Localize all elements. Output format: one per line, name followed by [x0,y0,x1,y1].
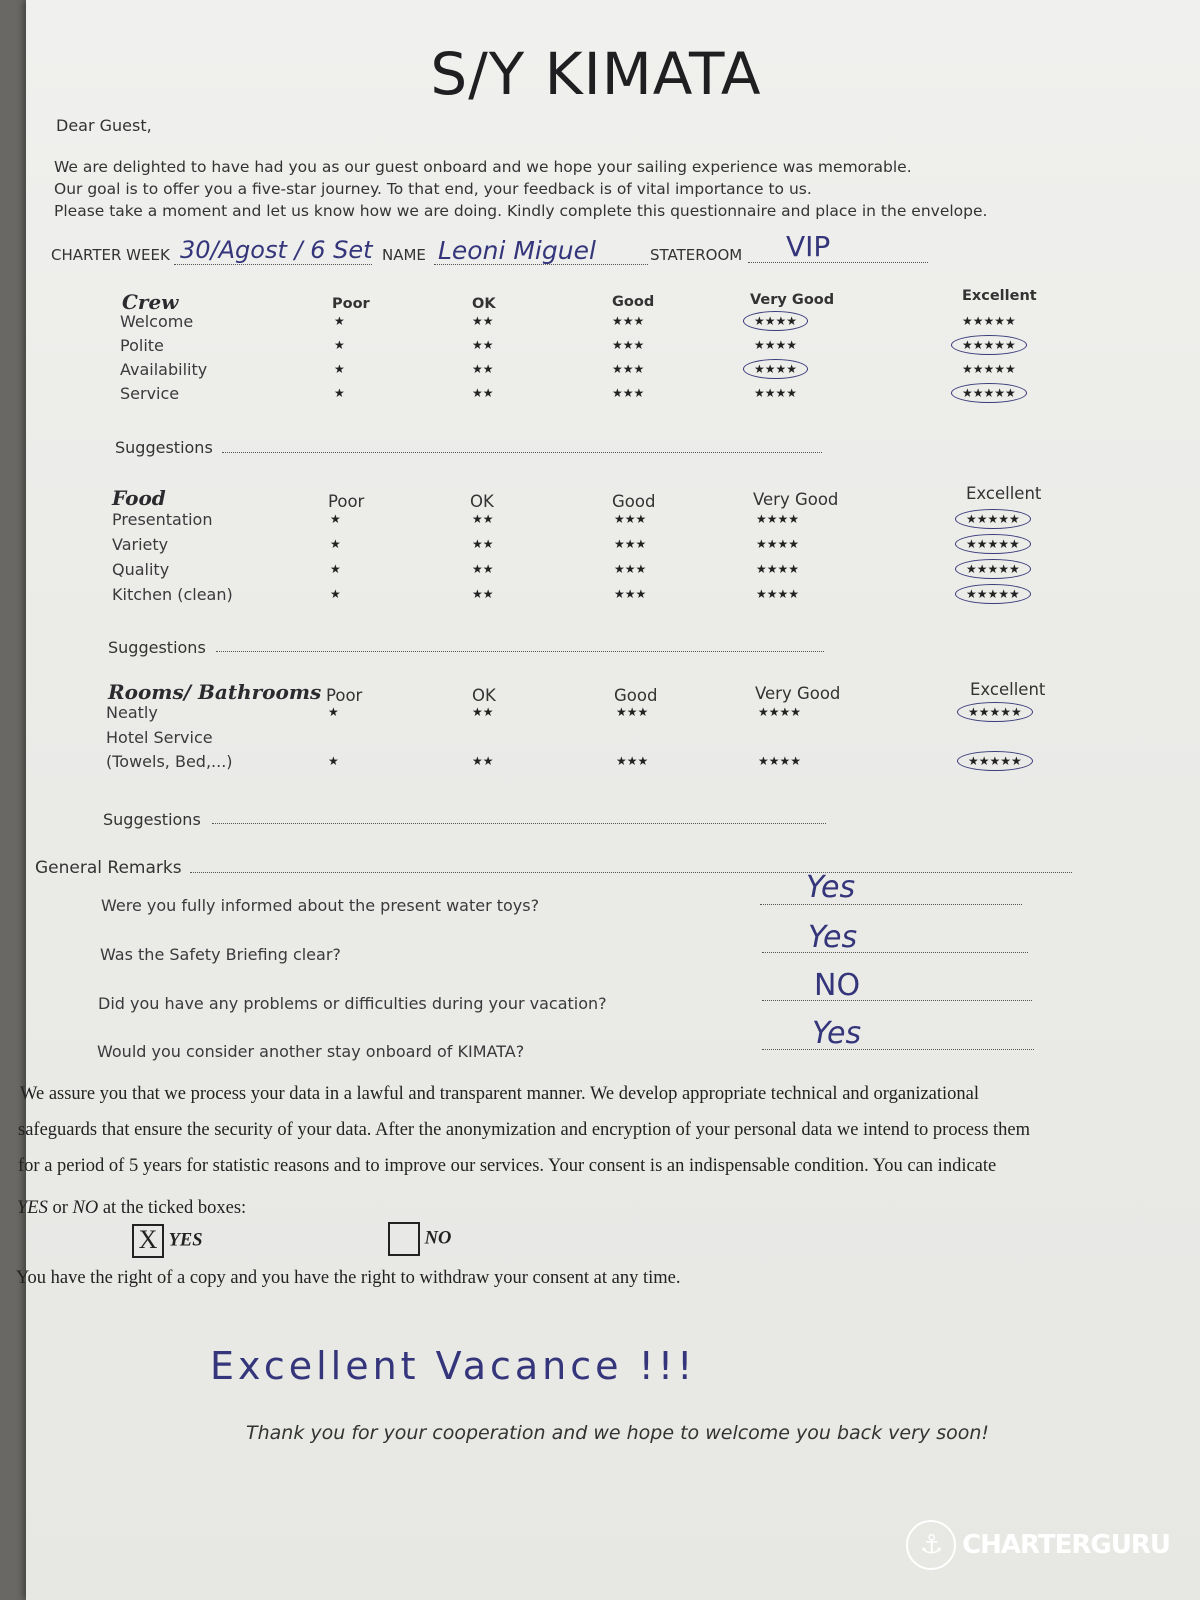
crew-row-label: Service [120,384,180,403]
rooms-row-label: Neatly [106,703,158,722]
rooms-rating-3-stars[interactable]: ★★★ [616,705,649,719]
privacy-line-4 [17,1198,246,1219]
answer-2[interactable]: Yes [808,920,858,955]
crew-header-ok: OK [472,296,496,312]
rooms-rating-4-stars[interactable]: ★★★★ [758,705,802,719]
rooms-rating-2-stars[interactable]: ★★ [472,705,494,719]
question-2: Was the Safety Briefing clear? [100,945,341,964]
crew-rating-2-stars[interactable]: ★★ [472,362,494,376]
food-rating-2-stars[interactable]: ★★ [472,587,494,601]
food-rating-5-stars[interactable]: ★★★★★ [955,534,1031,554]
crew-rating-3-stars[interactable]: ★★★ [612,362,645,376]
crew-row-label: Welcome [120,312,194,331]
intro-line-2: Our goal is to offer you a five-star journey. To that end, your feedback is of vital importance to us. [54,180,812,198]
consent-no-checkbox[interactable] [388,1222,420,1256]
crew-row-label: Polite [120,336,164,355]
crew-rating-2-stars[interactable]: ★★ [472,314,494,328]
anchor-icon: ⚓ [906,1520,956,1570]
rooms-section-title: Rooms/ Bathrooms [108,680,322,704]
food-rating-4-stars[interactable]: ★★★★ [756,562,800,576]
answer-1-line [760,904,1022,905]
rooms-rating-5-stars[interactable]: ★★★★★ [957,702,1033,722]
answer-2-line [762,952,1028,953]
question-1: Were you fully informed about the present water toys? [101,896,540,915]
handwritten-remark[interactable]: Excellent Vacance !!! [210,1344,697,1388]
privacy-yes-word: YES [17,1198,48,1218]
consent-rights-text: You have the right of a copy and you have the right to withdraw your consent at any time. [16,1268,681,1288]
food-rating-4-stars[interactable]: ★★★★ [756,587,800,601]
food-rating-4-stars[interactable]: ★★★★ [756,512,800,526]
stateroom-label: STATEROOM [650,246,743,264]
food-header-ok: OK [470,492,494,511]
consent-yes-label: YES [168,1230,203,1251]
crew-header-good: Good [612,294,655,310]
rooms-header-very-good: Very Good [755,684,841,703]
rooms-rating-1-stars[interactable]: ★ [328,754,339,768]
rooms-suggestions-label: Suggestions [103,810,201,829]
food-rating-1-stars[interactable]: ★ [330,587,341,601]
crew-rating-1-stars[interactable]: ★ [334,386,345,400]
crew-header-very-good: Very Good [750,292,835,308]
food-suggestions-line[interactable] [216,651,824,652]
food-header-excellent: Excellent [966,484,1042,503]
crew-rating-3-stars[interactable]: ★★★ [612,314,645,328]
rooms-row-label: Hotel Service [106,728,213,747]
privacy-tail: at the ticked boxes: [98,1198,247,1218]
food-rating-5-stars[interactable]: ★★★★★ [955,559,1031,579]
answer-1[interactable]: Yes [806,870,856,905]
food-rating-2-stars[interactable]: ★★ [472,537,494,551]
rooms-row-label-detail: (Towels, Bed,...) [106,752,233,771]
name-value[interactable]: Leoni Miguel [438,236,596,265]
intro-line-1: We are delighted to have had you as our guest onboard and we hope your sailing experience was memorable. [54,158,912,176]
rooms-rating-3-stars[interactable]: ★★★ [616,754,649,768]
rooms-header-good: Good [614,686,658,705]
food-rating-4-stars[interactable]: ★★★★ [756,537,800,551]
crew-rating-4-stars[interactable]: ★★★★ [754,386,798,400]
crew-rating-3-stars[interactable]: ★★★ [612,386,645,400]
yacht-title: S/Y KIMATA [430,40,762,108]
charter-week-label: CHARTER WEEK [51,246,170,264]
general-remarks-label: General Remarks [35,858,182,878]
crew-rating-1-stars[interactable]: ★ [334,314,345,328]
answer-3[interactable]: NO [814,968,861,1003]
crew-header-excellent: Excellent [962,288,1037,304]
crew-rating-5-stars[interactable]: ★★★★★ [962,314,1016,328]
crew-rating-4-stars[interactable]: ★★★★ [743,359,808,379]
question-4: Would you consider another stay onboard of KIMATA? [97,1042,525,1061]
food-rating-3-stars[interactable]: ★★★ [614,587,647,601]
stateroom-line [748,262,928,263]
food-rating-1-stars[interactable]: ★ [330,512,341,526]
rooms-header-excellent: Excellent [970,680,1046,699]
crew-rating-5-stars[interactable]: ★★★★★ [951,335,1027,355]
privacy-or-word: or [47,1198,73,1218]
crew-suggestions-line[interactable] [222,452,822,453]
food-suggestions-label: Suggestions [108,638,206,657]
consent-yes-checkbox[interactable]: X [132,1224,164,1258]
crew-rating-1-stars[interactable]: ★ [334,362,345,376]
food-rating-3-stars[interactable]: ★★★ [614,537,647,551]
rooms-suggestions-line[interactable] [212,823,826,824]
privacy-no-word: NO [72,1198,99,1218]
food-rating-2-stars[interactable]: ★★ [472,562,494,576]
food-rating-5-stars[interactable]: ★★★★★ [955,584,1031,604]
crew-rating-4-stars[interactable]: ★★★★ [743,311,808,331]
crew-rating-2-stars[interactable]: ★★ [472,386,494,400]
food-rating-3-stars[interactable]: ★★★ [614,512,647,526]
crew-rating-1-stars[interactable]: ★ [334,338,345,352]
food-row-label: Kitchen (clean) [112,585,233,604]
name-label: NAME [382,246,426,264]
crew-rating-2-stars[interactable]: ★★ [472,338,494,352]
food-rating-1-stars[interactable]: ★ [330,537,341,551]
food-rating-1-stars[interactable]: ★ [330,562,341,576]
charterguru-watermark [906,1520,1170,1570]
watermark-text: CHARTERGURU [962,1530,1170,1560]
crew-suggestions-label: Suggestions [115,438,213,457]
crew-rating-5-stars[interactable]: ★★★★★ [962,362,1016,376]
general-remarks-line[interactable] [190,872,1072,873]
food-row-label: Quality [112,560,170,579]
food-rating-5-stars[interactable]: ★★★★★ [955,509,1031,529]
consent-no-option[interactable] [388,1222,451,1256]
consent-yes-option[interactable] [132,1224,203,1258]
rooms-rating-2-stars[interactable]: ★★ [472,754,494,768]
food-rating-2-stars[interactable]: ★★ [472,512,494,526]
crew-rating-4-stars[interactable]: ★★★★ [754,338,798,352]
crew-row-label: Availability [120,360,208,379]
privacy-line-1: We assure you that we process your data in a lawful and transparent manner. We develop appropriate technical and organizational [20,1084,980,1104]
consent-no-label: NO [424,1228,452,1249]
food-row-label: Presentation [112,510,213,529]
rooms-rating-1-stars[interactable]: ★ [328,705,339,719]
answer-4[interactable]: Yes [812,1016,862,1051]
rooms-header-poor: Poor [326,686,363,705]
crew-header-poor: Poor [332,296,370,312]
rooms-rating-4-stars[interactable]: ★★★★ [758,754,802,768]
food-header-good: Good [612,492,656,511]
privacy-line-2: safeguards that ensure the security of your data. After the anonymization and encryption of your personal data we intend to process them [18,1120,1031,1140]
answer-4-line [762,1049,1034,1050]
intro-line-3: Please take a moment and let us know how we are doing. Kindly complete this questionnaire and place in the envelope. [54,202,988,220]
food-row-label: Variety [112,535,169,554]
greeting: Dear Guest, [56,116,152,135]
crew-rating-5-stars[interactable]: ★★★★★ [951,383,1027,403]
privacy-line-3: for a period of 5 years for statistic reasons and to improve our services. Your consent is an indispensable condition. You can indicate [18,1156,997,1176]
charter-week-line [174,264,372,265]
charter-week-value[interactable]: 30/Agost / 6 Set [180,236,373,264]
rooms-header-ok: OK [472,686,496,705]
food-header-poor: Poor [328,492,365,511]
food-header-very-good: Very Good [753,490,839,509]
food-section-title: Food [112,486,166,510]
crew-section-title: Crew [122,290,179,314]
crew-rating-3-stars[interactable]: ★★★ [612,338,645,352]
answer-3-line [762,1000,1032,1001]
rooms-rating-5-stars[interactable]: ★★★★★ [957,751,1033,771]
stateroom-value[interactable]: VIP [786,230,831,263]
thank-you-note: Thank you for your cooperation and we hope to welcome you back very soon! [246,1422,990,1444]
question-3: Did you have any problems or difficulties during your vacation? [98,994,607,1013]
feedback-form-paper [16,0,1200,1600]
food-rating-3-stars[interactable]: ★★★ [614,562,647,576]
